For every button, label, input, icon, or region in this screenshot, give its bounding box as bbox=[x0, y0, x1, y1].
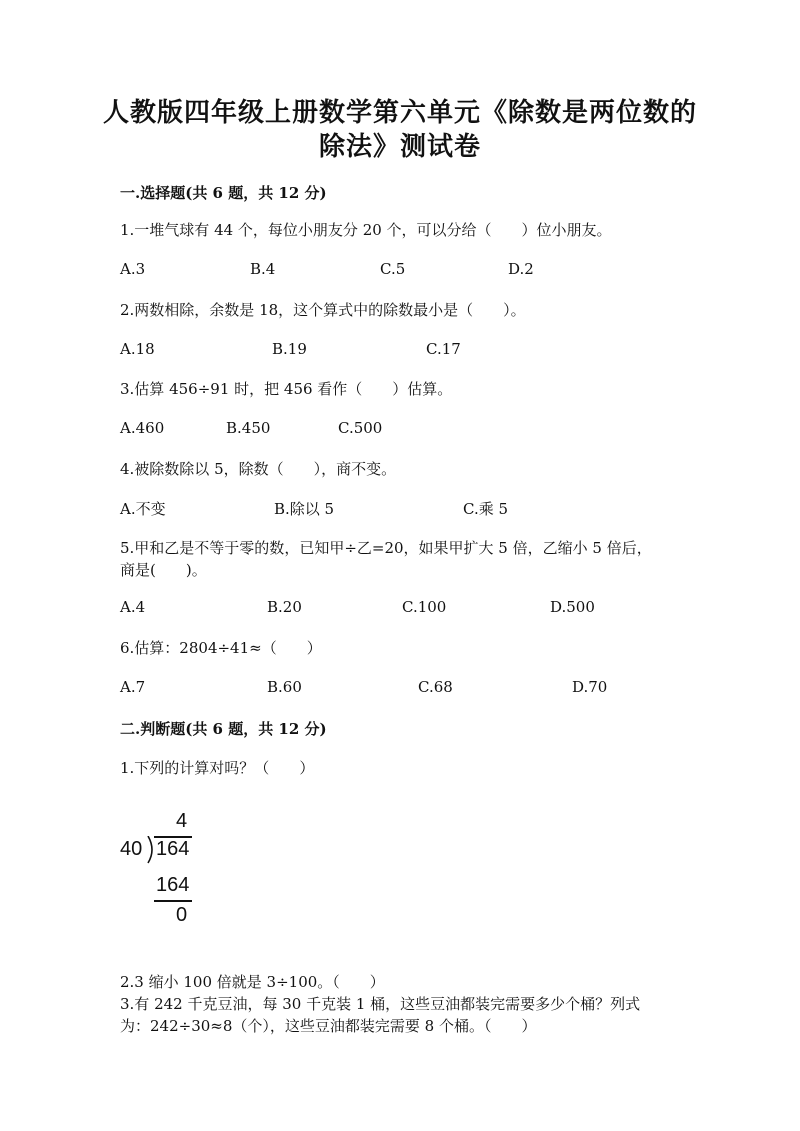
judgement-question-3-line1: 3.有 242 千克豆油，每 30 千克装 1 桶，这些豆油都装完需要多少个桶？列式 bbox=[120, 995, 641, 1013]
option-q5-c: C.100 bbox=[402, 598, 447, 616]
judgement-question-3-line2: 为：242÷30≈8（个），这些豆油都装完需要 8 个桶。（ ） bbox=[120, 1017, 537, 1035]
question-5-line2: 商是( )。 bbox=[120, 561, 207, 579]
option-q5-b: B.20 bbox=[267, 598, 302, 616]
option-q4-c: C.乘 5 bbox=[463, 500, 509, 518]
question-6: 6.估算：2804÷41≈（ ） bbox=[120, 639, 322, 657]
option-q2-c: C.17 bbox=[426, 340, 461, 358]
division-remainder: 0 bbox=[176, 904, 188, 926]
question-3: 3.估算 456÷91 时，把 456 看作（ ）估算。 bbox=[120, 380, 453, 398]
option-q3-b: B.450 bbox=[226, 419, 271, 437]
division-product: 164 bbox=[156, 874, 190, 896]
division-divisor: 40 bbox=[120, 838, 143, 860]
question-1: 1.一堆气球有 44 个，每位小朋友分 20 个，可以分给（ ）位小朋友。 bbox=[120, 221, 612, 239]
judgement-question-2: 2.3 缩小 100 倍就是 3÷100。（ ） bbox=[120, 973, 385, 991]
division-dividend: 164 bbox=[156, 838, 190, 860]
option-q3-c: C.500 bbox=[338, 419, 383, 437]
option-q1-a: A.3 bbox=[120, 260, 146, 278]
option-q4-b: B.除以 5 bbox=[274, 500, 335, 518]
long-division-figure bbox=[118, 810, 218, 930]
option-q1-c: C.5 bbox=[380, 260, 406, 278]
section-heading-choice: 一.选择题(共 6 题，共 12 分) bbox=[120, 184, 327, 202]
option-q4-a: A.不变 bbox=[120, 500, 166, 518]
question-5-line1: 5.甲和乙是不等于零的数，已知甲÷乙=20，如果甲扩大 5 倍，乙缩小 5 倍后， bbox=[120, 539, 652, 557]
question-4: 4.被除数除以 5，除数（ ），商不变。 bbox=[120, 460, 397, 478]
option-q6-a: A.7 bbox=[120, 678, 146, 696]
option-q5-d: D.500 bbox=[550, 598, 595, 616]
option-q1-d: D.2 bbox=[508, 260, 534, 278]
option-q1-b: B.4 bbox=[250, 260, 276, 278]
option-q6-b: B.60 bbox=[267, 678, 302, 696]
option-q6-c: C.68 bbox=[418, 678, 453, 696]
page-title-line1: 人教版四年级上册数学第六单元《除数是两位数的 bbox=[102, 98, 697, 128]
judgement-question-1: 1.下列的计算对吗？（ ） bbox=[120, 759, 315, 777]
page-title-line2: 除法》测试卷 bbox=[318, 132, 481, 162]
division-quotient: 4 bbox=[176, 810, 188, 832]
option-q3-a: A.460 bbox=[120, 419, 165, 437]
division-subtract-line bbox=[154, 900, 192, 902]
option-q5-a: A.4 bbox=[120, 598, 146, 616]
option-q6-d: D.70 bbox=[572, 678, 608, 696]
question-2: 2.两数相除，余数是 18，这个算式中的除数最小是（ ）。 bbox=[120, 301, 526, 319]
option-q2-b: B.19 bbox=[272, 340, 307, 358]
section-heading-judgement: 二.判断题(共 6 题，共 12 分) bbox=[120, 720, 327, 738]
option-q2-a: A.18 bbox=[120, 340, 155, 358]
